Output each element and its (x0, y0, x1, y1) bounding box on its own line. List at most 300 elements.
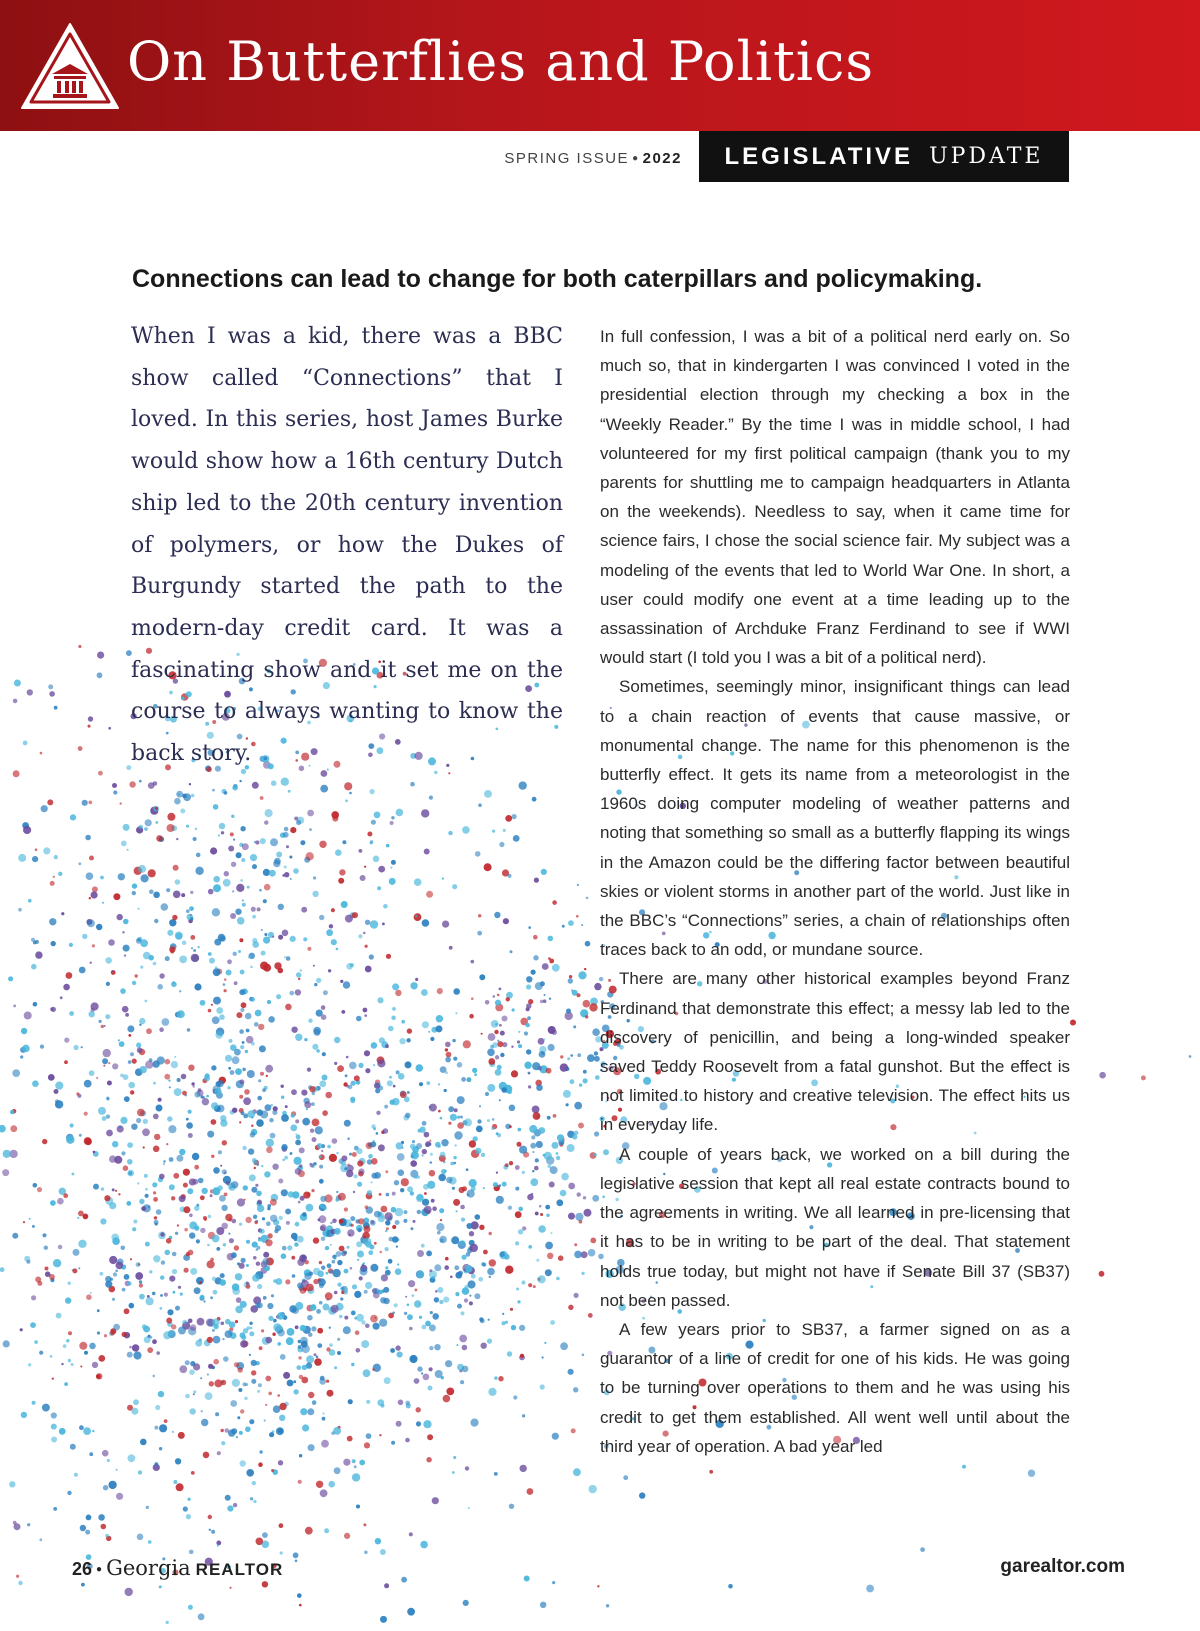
illustration-dot (284, 872, 289, 877)
illustration-dot (546, 1214, 549, 1217)
illustration-dot (448, 1122, 451, 1125)
illustration-dot (530, 1178, 538, 1186)
illustration-dot (386, 1193, 390, 1197)
illustration-dot (481, 1153, 485, 1157)
illustration-dot (202, 1188, 208, 1194)
illustration-dot (358, 934, 362, 938)
illustration-dot (100, 1272, 104, 1276)
illustration-dot (161, 1260, 165, 1264)
illustration-dot (574, 1293, 579, 1298)
illustration-dot (104, 1025, 106, 1027)
illustration-dot (505, 815, 512, 822)
illustration-dot (10, 1110, 14, 1114)
illustration-dot (339, 1315, 342, 1318)
illustration-dot (99, 1020, 102, 1023)
illustration-dot (90, 1292, 92, 1294)
illustration-dot (455, 1012, 457, 1014)
illustration-dot (299, 1147, 305, 1153)
illustration-dot (70, 1444, 76, 1450)
illustration-dot (363, 1008, 368, 1013)
illustration-dot (499, 1024, 502, 1027)
illustration-dot (391, 1016, 396, 1021)
illustration-dot (130, 1052, 134, 1056)
illustration-dot (453, 1199, 460, 1206)
illustration-dot (255, 1010, 262, 1017)
illustration-dot (139, 780, 142, 783)
illustration-dot (487, 1119, 490, 1122)
illustration-dot (370, 1264, 378, 1272)
illustration-dot (577, 884, 579, 886)
illustration-dot (334, 1467, 341, 1474)
illustration-dot (247, 1110, 255, 1118)
illustration-dot (568, 920, 574, 926)
illustration-dot (487, 1084, 495, 1092)
illustration-dot (321, 1014, 327, 1020)
illustration-dot (319, 841, 326, 848)
illustration-dot (261, 1329, 264, 1332)
illustration-dot (139, 1199, 144, 1204)
illustration-dot (579, 1083, 582, 1086)
illustration-dot (248, 956, 251, 959)
illustration-dot (302, 1365, 307, 1370)
illustration-dot (356, 1314, 364, 1322)
illustration-dot (73, 1249, 80, 1256)
illustration-dot (370, 1220, 374, 1224)
illustration-dot (457, 1304, 462, 1309)
illustration-dot (510, 950, 513, 953)
illustration-dot (348, 1399, 353, 1404)
illustration-dot (264, 1419, 266, 1421)
illustration-dot (533, 1285, 536, 1288)
illustration-dot (224, 791, 228, 795)
illustration-dot (112, 1141, 118, 1147)
illustration-dot (594, 1131, 599, 1136)
illustration-dot (173, 891, 181, 899)
illustration-dot (44, 1246, 48, 1250)
illustration-dot (570, 1079, 575, 1084)
illustration-dot (379, 1434, 381, 1436)
illustration-dot (438, 1145, 441, 1148)
illustration-dot (23, 741, 28, 746)
illustration-dot (429, 1170, 436, 1177)
illustration-dot (154, 1462, 158, 1466)
illustration-dot (148, 1206, 150, 1208)
illustration-dot (285, 1279, 290, 1284)
illustration-dot (465, 1466, 469, 1470)
illustration-dot (728, 1584, 733, 1589)
illustration-dot (216, 1541, 221, 1546)
illustration-dot (140, 1439, 147, 1446)
illustration-dot (543, 999, 547, 1003)
illustration-dot (356, 1241, 362, 1247)
illustration-dot (130, 1090, 134, 1094)
illustration-dot (549, 998, 551, 1000)
magazine-name: Georgia (106, 1556, 191, 1580)
illustration-dot (231, 1252, 237, 1258)
illustration-dot (270, 838, 278, 846)
illustration-dot (246, 1029, 250, 1033)
illustration-dot (401, 1577, 407, 1583)
illustration-dot (248, 1148, 254, 1154)
illustration-dot (223, 983, 226, 986)
illustration-dot (265, 1404, 267, 1406)
illustration-dot (545, 1242, 553, 1250)
illustration-dot (278, 1179, 283, 1184)
illustration-dot (227, 1505, 233, 1511)
illustration-dot (571, 989, 573, 991)
illustration-dot (522, 1414, 525, 1417)
illustration-dot (55, 1100, 63, 1108)
illustration-dot (200, 1195, 205, 1200)
illustration-dot (331, 811, 339, 819)
illustration-dot (148, 782, 155, 789)
illustration-dot (415, 1289, 418, 1292)
illustration-dot (325, 1246, 329, 1250)
illustration-dot (467, 1193, 470, 1196)
illustration-dot (108, 939, 115, 946)
illustration-dot (469, 1014, 474, 1019)
illustration-dot (252, 1242, 258, 1248)
illustration-dot (526, 976, 532, 982)
illustration-dot (475, 1214, 481, 1220)
illustration-dot (454, 1131, 462, 1139)
illustration-dot (249, 1354, 251, 1356)
illustration-dot (60, 996, 63, 999)
illustration-dot (485, 1092, 489, 1096)
illustration-dot (216, 1247, 220, 1251)
illustration-dot (97, 652, 104, 659)
illustration-dot (920, 1547, 925, 1552)
illustration-dot (2, 1169, 9, 1176)
illustration-dot (207, 1373, 209, 1375)
illustration-dot (254, 1160, 259, 1165)
illustration-dot (422, 1154, 424, 1156)
illustration-dot (82, 800, 88, 806)
website-link[interactable]: garealtor.com (1000, 1556, 1125, 1577)
illustration-dot (249, 1419, 254, 1424)
illustration-dot (92, 1362, 98, 1368)
illustration-dot (48, 684, 53, 689)
illustration-dot (140, 1066, 147, 1073)
illustration-dot (190, 917, 193, 920)
illustration-dot (61, 1363, 63, 1365)
illustration-dot (264, 884, 271, 891)
illustration-dot (374, 1083, 380, 1089)
illustration-dot (179, 990, 181, 992)
illustration-dot (516, 1288, 519, 1291)
illustration-dot (302, 1118, 310, 1126)
illustration-dot (453, 1456, 456, 1459)
illustration-dot (298, 1201, 301, 1204)
illustration-dot (287, 1380, 294, 1387)
illustration-dot (156, 1209, 162, 1215)
illustration-dot (262, 1088, 266, 1092)
illustration-dot (298, 1480, 302, 1484)
illustration-dot (246, 1469, 254, 1477)
illustration-dot (41, 805, 48, 812)
illustration-dot (169, 1276, 175, 1282)
footer-publication (72, 1556, 283, 1580)
illustration-dot (219, 1195, 226, 1202)
illustration-dot (240, 1409, 244, 1413)
illustration-dot (287, 1245, 292, 1250)
illustration-dot (570, 1054, 573, 1057)
illustration-dot (355, 1330, 360, 1335)
illustration-dot (116, 1493, 123, 1500)
illustration-dot (368, 1154, 373, 1159)
illustration-dot (14, 680, 21, 687)
illustration-dot (469, 1301, 473, 1305)
illustration-dot (139, 825, 143, 829)
illustration-dot (300, 840, 305, 845)
illustration-dot (562, 925, 565, 928)
illustration-dot (67, 1491, 71, 1495)
illustration-dot (398, 1400, 404, 1406)
illustration-dot (136, 1043, 141, 1048)
illustration-dot (145, 1242, 150, 1247)
illustration-dot (571, 1428, 576, 1433)
illustration-dot (219, 823, 225, 829)
illustration-dot (213, 997, 221, 1005)
illustration-dot (567, 1144, 575, 1152)
illustration-dot (573, 1468, 581, 1476)
illustration-dot (181, 893, 185, 897)
illustration-dot (286, 845, 289, 848)
illustration-dot (410, 982, 417, 989)
illustration-dot (517, 1040, 520, 1043)
illustration-dot (183, 793, 191, 801)
illustration-dot (237, 1262, 240, 1265)
illustration-dot (545, 1205, 550, 1210)
illustration-dot (200, 1295, 205, 1300)
illustration-dot (336, 1191, 338, 1193)
body-paragraph-4: A couple of years back, we worked on a bill during the legislative session that kept all real estate contracts bound to the agreements in writing. We all learned in pre-licensing that it has to be in writing to be part of the deal. That statement holds true today, but might not have if Senate Bill 37 (SB37) not been passed. (600, 1144, 1070, 1310)
illustration-dot (264, 933, 267, 936)
illustration-dot (497, 994, 500, 997)
illustration-dot (496, 1196, 504, 1204)
illustration-dot (326, 1272, 329, 1275)
illustration-dot (237, 917, 245, 925)
illustration-dot (405, 1401, 410, 1406)
illustration-dot (242, 1041, 245, 1044)
illustration-dot (354, 1174, 358, 1178)
illustration-dot (560, 1063, 568, 1071)
illustration-dot (211, 1530, 215, 1534)
illustration-dot (304, 1038, 306, 1040)
illustration-dot (541, 869, 547, 875)
illustration-dot (594, 1153, 597, 1156)
illustration-dot (200, 1000, 206, 1006)
illustration-dot (260, 838, 266, 844)
illustration-dot (515, 1165, 520, 1170)
illustration-dot (446, 1052, 452, 1058)
illustration-dot (293, 1552, 299, 1558)
illustration-dot (313, 1237, 319, 1243)
illustration-dot (524, 1031, 528, 1035)
illustration-dot (275, 1225, 281, 1231)
illustration-dot (133, 1220, 137, 1224)
issue-label: SPRING ISSUE (504, 150, 630, 167)
illustration-dot (404, 1312, 407, 1315)
illustration-dot (496, 1172, 498, 1174)
illustration-dot (74, 1473, 78, 1477)
illustration-dot (364, 1014, 367, 1017)
illustration-dot (21, 1028, 27, 1034)
illustration-dot (511, 814, 516, 819)
illustration-dot (347, 1229, 354, 1236)
illustration-dot (465, 1265, 472, 1272)
illustration-dot (227, 1086, 230, 1089)
illustration-dot (428, 1031, 430, 1033)
illustration-dot (251, 1124, 254, 1127)
illustration-dot (21, 1412, 27, 1418)
illustration-dot (194, 983, 201, 990)
illustration-dot (467, 1280, 475, 1288)
illustration-dot (589, 1485, 597, 1493)
illustration-dot (531, 970, 536, 975)
illustration-dot (236, 1297, 242, 1303)
illustration-dot (252, 941, 259, 948)
illustration-dot (471, 1274, 476, 1279)
illustration-dot (137, 908, 139, 910)
illustration-dot (180, 809, 185, 814)
illustration-dot (312, 1137, 317, 1142)
illustration-dot (282, 930, 289, 937)
illustration-dot (478, 803, 482, 807)
illustration-dot (203, 1096, 206, 1099)
illustration-dot (64, 1060, 68, 1064)
illustration-dot (357, 1182, 362, 1187)
illustration-dot (334, 1366, 337, 1369)
illustration-dot (108, 1062, 110, 1064)
illustration-dot (295, 1140, 301, 1146)
illustration-dot (93, 1151, 96, 1154)
illustration-dot (552, 1142, 559, 1149)
illustration-dot (462, 1287, 470, 1295)
illustration-dot (266, 1222, 271, 1227)
illustration-dot (265, 1376, 271, 1382)
illustration-dot (286, 1337, 294, 1345)
illustration-dot (290, 1124, 297, 1131)
illustration-dot (243, 1097, 251, 1105)
illustration-dot (235, 1273, 242, 1280)
illustration-dot (344, 1120, 351, 1127)
illustration-dot (31, 938, 35, 942)
illustration-dot (341, 1010, 345, 1014)
illustration-dot (185, 1394, 190, 1399)
illustration-dot (462, 1366, 469, 1373)
illustration-dot (531, 1135, 535, 1139)
illustration-dot (1189, 1055, 1192, 1058)
illustration-dot (71, 1363, 74, 1366)
illustration-dot (352, 1473, 360, 1481)
illustration-dot (163, 1163, 165, 1165)
illustration-dot (521, 1280, 525, 1284)
illustration-dot (257, 1205, 264, 1212)
illustration-dot (364, 1290, 368, 1294)
illustration-dot (376, 1132, 379, 1135)
illustration-dot (243, 1328, 248, 1333)
illustration-dot (167, 824, 175, 832)
illustration-dot (450, 1162, 454, 1166)
illustration-dot (377, 1399, 384, 1406)
illustration-dot (124, 1274, 130, 1280)
illustration-dot (108, 1481, 116, 1489)
illustration-dot (448, 831, 452, 835)
illustration-dot (293, 1389, 298, 1394)
illustration-dot (253, 1256, 257, 1260)
illustration-dot (508, 874, 512, 878)
illustration-dot (193, 1390, 196, 1393)
illustration-dot (334, 1291, 338, 1295)
illustration-dot (423, 1374, 430, 1381)
illustration-dot (534, 878, 539, 883)
illustration-dot (334, 1228, 341, 1235)
illustration-dot (427, 1434, 433, 1440)
illustration-dot (195, 1340, 202, 1347)
illustration-dot (78, 1267, 80, 1269)
illustration-dot (39, 1351, 43, 1355)
illustration-dot (35, 940, 39, 944)
illustration-dot (511, 1046, 513, 1048)
illustration-dot (436, 1015, 443, 1022)
illustration-dot (164, 1293, 168, 1297)
illustration-dot (529, 1125, 537, 1133)
illustration-dot (212, 1329, 215, 1332)
illustration-dot (322, 1052, 326, 1056)
illustration-dot (434, 1297, 439, 1302)
illustration-dot (410, 1191, 414, 1195)
illustration-dot (371, 1181, 373, 1183)
illustration-dot (222, 1169, 227, 1174)
illustration-dot (350, 1267, 353, 1270)
illustration-dot (213, 1336, 221, 1344)
illustration-dot (179, 1365, 187, 1373)
illustration-dot (155, 1405, 160, 1410)
illustration-dot (417, 1210, 421, 1214)
illustration-dot (201, 1419, 208, 1426)
section-label-bold: LEGISLATIVE (724, 142, 914, 170)
illustration-dot (310, 1163, 314, 1167)
illustration-dot (429, 1324, 436, 1331)
illustration-dot (340, 1297, 343, 1300)
illustration-dot (233, 1503, 237, 1507)
illustration-dot (583, 1070, 587, 1074)
illustration-dot (165, 956, 170, 961)
illustration-dot (503, 829, 506, 832)
illustration-dot (518, 1044, 522, 1048)
illustration-dot (211, 1119, 217, 1125)
illustration-dot (210, 1258, 214, 1262)
illustration-dot (538, 1275, 546, 1283)
illustration-dot (360, 875, 366, 881)
illustration-dot (314, 1358, 322, 1366)
illustration-dot (492, 830, 495, 833)
illustration-dot (337, 1260, 342, 1265)
illustration-dot (495, 1069, 502, 1076)
illustration-dot (212, 789, 215, 792)
illustration-dot (308, 1392, 314, 1398)
illustration-dot (186, 1514, 191, 1519)
illustration-dot (234, 981, 238, 985)
illustration-dot (311, 1102, 315, 1106)
illustration-dot (301, 1090, 307, 1096)
illustration-dot (366, 1433, 372, 1439)
illustration-dot (351, 1224, 354, 1227)
illustration-dot (507, 1351, 512, 1356)
illustration-dot (338, 878, 344, 884)
illustration-dot (215, 1031, 223, 1039)
